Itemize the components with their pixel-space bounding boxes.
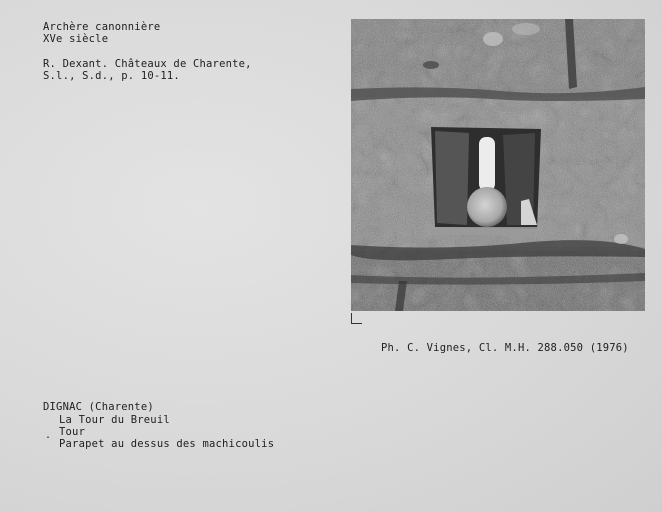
arrow-loop-photo [351,19,645,311]
crop-mark [351,313,362,324]
century: XVe siècle [43,33,109,45]
site-name: La Tour du Breuil [59,414,170,426]
reference-line-2: S.l., S.d., p. 10-11. [43,70,180,82]
photo-credit: Ph. C. Vignes, Cl. M.H. 288.050 (1976) [381,342,629,354]
element-detail: Parapet au dessus des machicoulis [59,438,275,450]
element-name: Tour [59,426,86,438]
commune: DIGNAC (Charente) [43,401,154,413]
reference-line-1: R. Dexant. Châteaux de Charente, [43,58,252,70]
bullet-mark: . [45,430,52,441]
object-type: Archère canonnière [43,21,161,33]
